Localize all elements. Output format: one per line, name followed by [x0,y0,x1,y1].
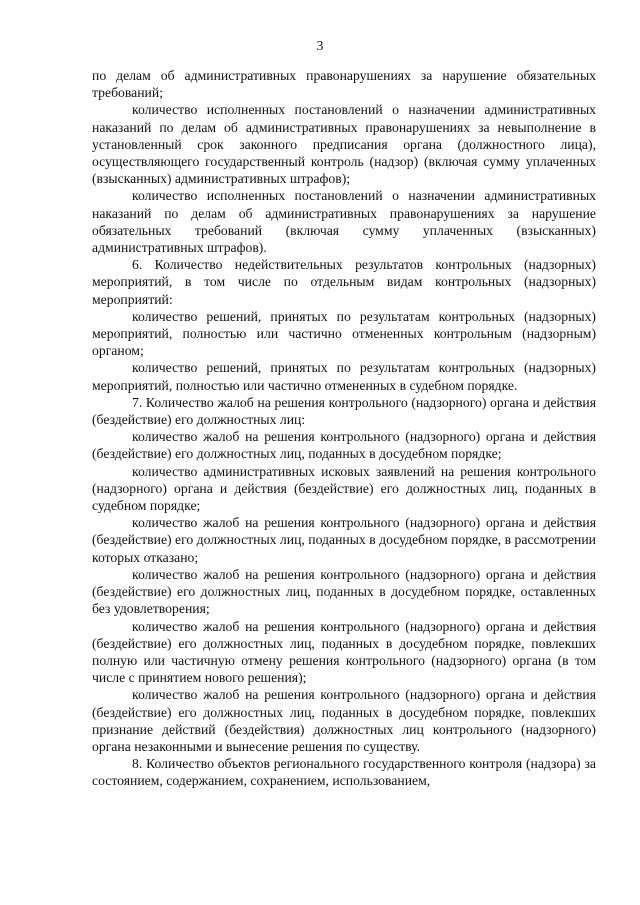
paragraph: количество жалоб на решения контрольного (надзорного) органа и действия (бездействие) его должностных лиц, поданных в досудебном порядке, повлекших признание действий (бездействия) должностных лиц контрольного (надзорного) органа незаконными и вынесение решения по существу. [92,687,596,754]
paragraph: количество жалоб на решения контрольного (надзорного) органа и действия (бездействие) его должностных лиц, поданных в досудебном порядке, оставленных без удовлетворения; [92,566,596,617]
paragraph-item-6: 6. Количество недействительных результатов контрольных (надзорных) мероприятий, в том числе по отдельным видам контрольных (надзорных) мероприятий: [92,257,596,307]
paragraph: количество жалоб на решения контрольного (надзорного) органа и действия (бездействие) его должностных лиц, поданных в досудебном порядке, повлекших полную или частичную отмену решения контрольного (надзорного) органа (в том числе с принятием нового решения); [92,618,596,686]
paragraph: количество административных исковых заявлений на решения контрольного (надзорного) органа и действия (бездействие) его должностных лиц, поданных в судебном порядке; [92,463,596,514]
paragraph-item-8: 8. Количество объектов регионального государственного контроля (надзора) за состоянием, содержанием, сохранением, использованием, [92,756,596,789]
paragraph: количество исполненных постановлений о назначении административных наказаний по делам об административных правонарушениях за нарушение обязательных требований (включая сумму уплаченных (взысканных) административных штрафов). [92,188,596,256]
paragraph: количество исполненных постановлений о назначении административных наказаний по делам об административных правонарушениях за невыполнение в установленный срок законного предписания органа (должностного лица), осуществляющего государственный контроль (надзор) (включая сумму уплаченных (взысканных) административных штрафов); [92,102,596,187]
document-body [92,67,596,790]
paragraph-item-7: 7. Количество жалоб на решения контрольного (надзорного) органа и действия (бездействие) его должностных лиц: [92,394,596,428]
paragraph: количество жалоб на решения контрольного (надзорного) органа и действия (бездействие) его должностных лиц, поданных в досудебном порядке, в рассмотрении которых отказано; [92,515,596,565]
paragraph: количество жалоб на решения контрольного (надзорного) органа и действия (бездействие) его должностных лиц, поданных в досудебном порядке; [92,429,596,462]
paragraph: количество решений, принятых по результатам контрольных (надзорных) мероприятий, полностью или частично отмененных контрольным (надзорным) органом; [92,308,596,359]
paragraph: количество решений, принятых по результатам контрольных (надзорных) мероприятий, полностью или частично отмененных в судебном порядке. [92,360,596,393]
paragraph-continuation: по делам об административных правонарушениях за нарушение обязательных требований; [92,68,596,101]
page-number: 3 [316,38,324,53]
